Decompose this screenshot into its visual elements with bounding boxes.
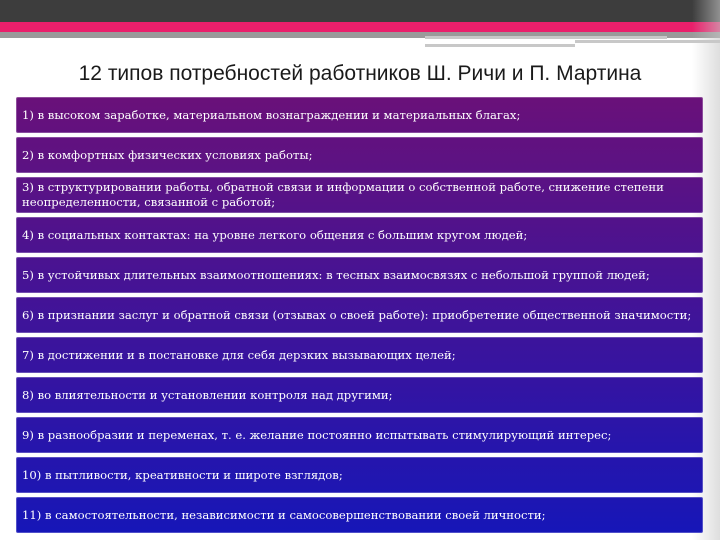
list-item-text: 9) в разнообразии и переменах, т. е. желание постоянно испытывать стимулирующий интерес; [22, 427, 612, 442]
list-item [16, 417, 703, 453]
list-item-text: 1) в высоком заработке, материальном вознаграждении и материальных благах; [22, 107, 521, 122]
header-dark-bar [0, 0, 720, 22]
list-item [16, 297, 703, 333]
list-item-text: 2) в комфортных физических условиях работы; [22, 147, 313, 162]
list-item-text: 4) в социальных контактах: на уровне легкого общения с большим кругом людей; [22, 227, 528, 242]
list-item [16, 257, 703, 293]
decorative-line [425, 44, 575, 47]
list-item-text: 3) в структурировании работы, обратной связи и информации о собственной работе, снижение степени неопределенности, связанной с работой; [22, 180, 664, 209]
list-item-text: 10) в пытливости, креативности и широте взглядов; [22, 467, 343, 482]
needs-list [16, 97, 703, 537]
slide-title: 12 типов потребностей работников Ш. Ричи и П. Мартина [78, 62, 642, 85]
list-item-text: 8) во влиятельности и установлении контроля над другими; [22, 387, 393, 402]
list-item [16, 137, 703, 173]
header-accent-bar [0, 22, 720, 32]
list-item-text: 11) в самостоятельности, независимости и самосовершенствовании своей личности; [22, 507, 546, 522]
list-item [16, 457, 703, 493]
list-item-text: 7) в достижении и в постановке для себя дерзких вызывающих целей; [22, 347, 456, 362]
decorative-line [425, 36, 667, 39]
list-item [16, 97, 703, 133]
list-item [16, 497, 703, 533]
list-item [16, 177, 703, 213]
list-item-text: 6) в признании заслуг и обратной связи (отзывах о своей работе): приобретение общественной значимости; [22, 307, 692, 322]
list-item-text: 5) в устойчивых длительных взаимоотношениях: в тесных взаимосвязях с небольшой группой людей; [22, 267, 650, 282]
list-item [16, 337, 703, 373]
list-item [16, 377, 703, 413]
list-item [16, 217, 703, 253]
